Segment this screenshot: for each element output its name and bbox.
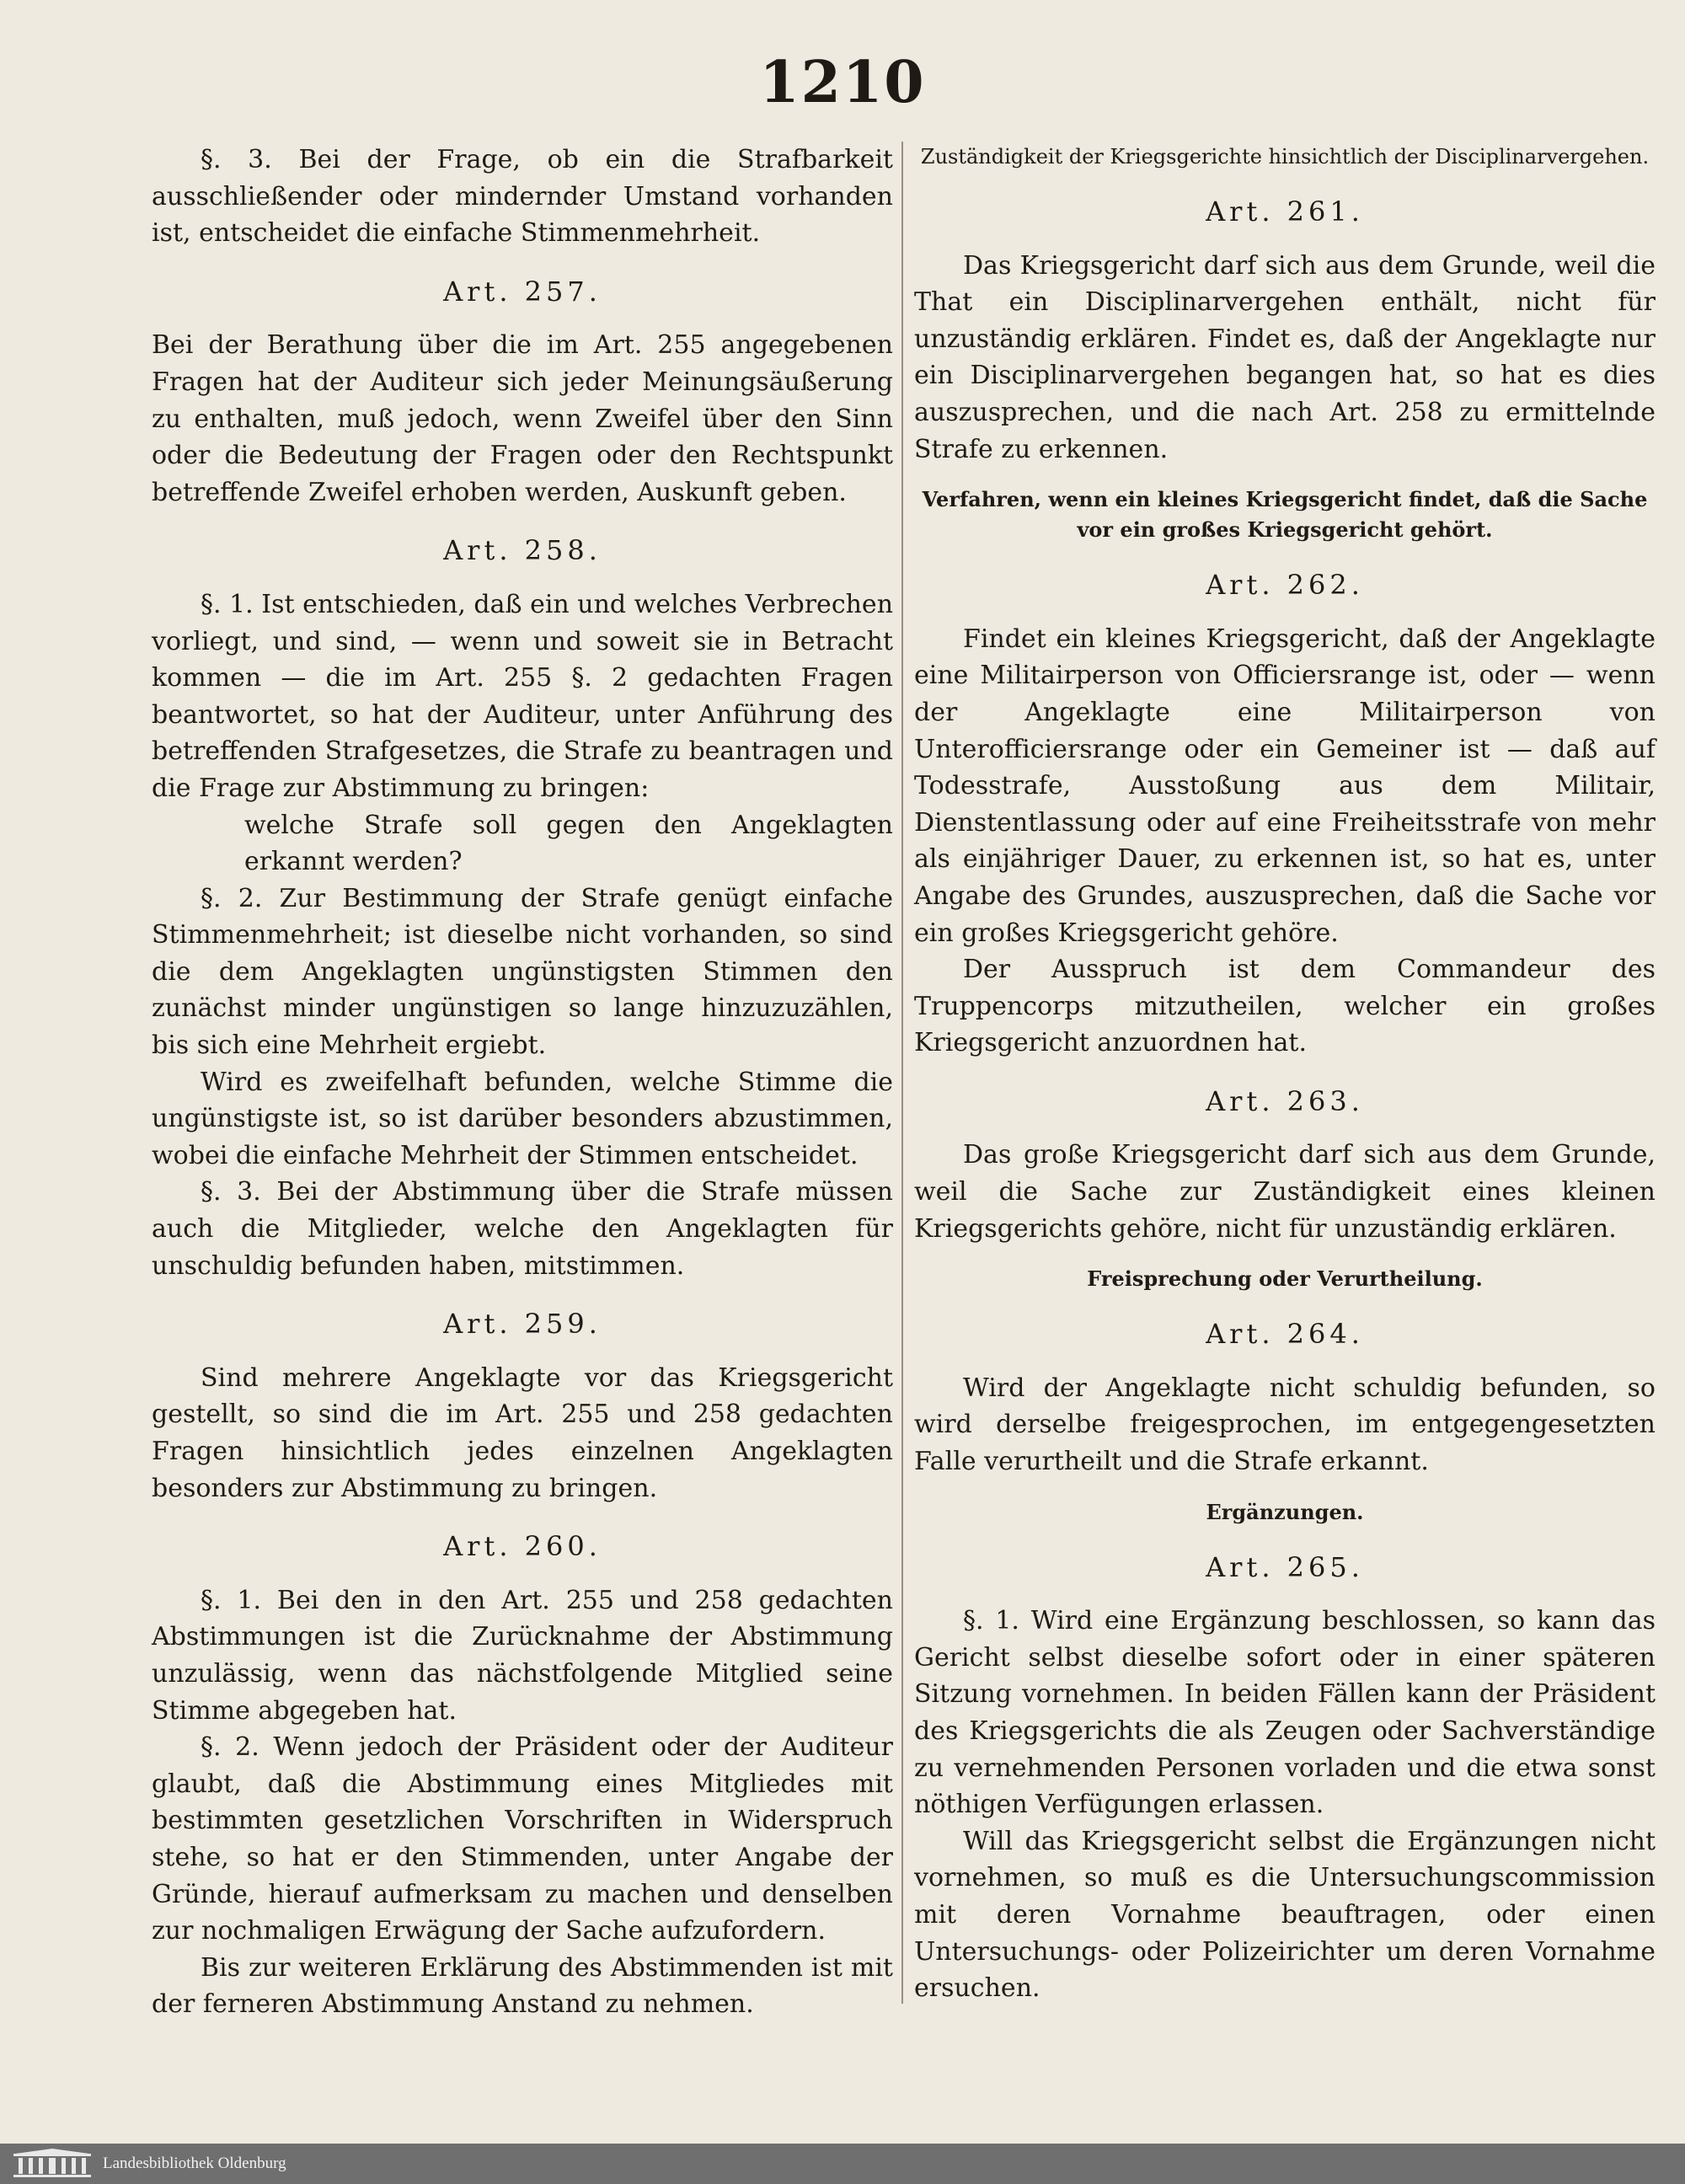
article-heading: Art. 259. xyxy=(443,1308,602,1341)
paragraph: Wird es zweifelhaft befunden, welche Stimme die ungünstigste ist, so ist darüber besonders abzustimmen, wobei die einfache Mehrheit der Stimmen entscheidet. xyxy=(152,1067,893,1170)
library-building-icon xyxy=(12,2149,93,2179)
section-heading: Verfahren, wenn ein kleines Kriegsgericht findet, daß die Sache vor ein großes Kriegsgericht gehört. xyxy=(922,487,1648,543)
library-name: Landesbibliothek Oldenburg xyxy=(103,2155,286,2172)
article-heading: Art. 263. xyxy=(1206,1084,1364,1117)
paragraph: Will das Kriegsgericht selbst die Ergänzungen nicht vornehmen, so muß es die Untersuchungscommission mit deren Vornahme beauftragen, oder einen Untersuchungs- oder Polizeirichter um deren Vornahme ersuchen. xyxy=(914,1826,1656,2004)
article-heading: Art. 265. xyxy=(1206,1550,1364,1583)
paragraph: §. 2. Wenn jedoch der Präsident oder der Auditeur glaubt, daß die Abstimmung eines Mitgliedes mit bestimmten gesetzlichen Vorschriften in Widerspruch stehe, so hat er den Stimmenden, unter Angabe der Gründe, hierauf aufmerksam zu machen und denselben zur nochmaligen Erwägung der Sache aufzufordern. xyxy=(152,1732,893,1946)
paragraph: §. 3. Bei der Frage, ob ein die Strafbarkeit ausschließender oder mindernder Umstand vorhanden ist, entscheidet die einfache Stimmenmehrheit. xyxy=(152,145,893,249)
paragraph: Das Kriegsgericht darf sich aus dem Grunde, weil die That ein Disciplinarvergehen enthält, nicht für unzuständig erklären. Findet es, daß der Angeklagte nur ein Disciplinarvergehen begangen hat, so hat es dies auszusprechen, und die nach Art. 258 zu ermittelnde Strafe zu erkennen. xyxy=(914,250,1656,464)
section-heading: Zuständigkeit der Kriegsgerichte hinsichtlich der Disciplinarvergehen. xyxy=(920,145,1650,169)
paragraph: Bis zur weiteren Erklärung des Abstimmenden ist mit der ferneren Abstimmung Anstand zu nehmen. xyxy=(152,1952,893,2020)
paragraph: §. 1. Bei den in den Art. 255 und 258 gedachten Abstimmungen ist die Zurücknahme der Abstimmung unzulässig, wenn das nächstfolgende Mitglied seine Stimme abgegeben hat. xyxy=(152,1585,893,1726)
paragraph: Wird der Angeklagte nicht schuldig befunden, so wird derselbe freigesprochen, im entgegengesetzten Falle verurtheilt und die Strafe erkannt. xyxy=(914,1373,1656,1477)
right-column xyxy=(914,142,1656,2007)
article-heading: Art. 261. xyxy=(1206,195,1364,228)
article-heading: Art. 257. xyxy=(443,275,602,308)
paragraph: §. 3. Bei der Abstimmung über die Strafe müssen auch die Mitglieder, welche den Angeklagten für unschuldig befunden haben, mitstimmen. xyxy=(152,1177,893,1281)
section-heading: Freisprechung oder Verurtheilung. xyxy=(1087,1266,1483,1292)
article-heading: Art. 264. xyxy=(1206,1318,1364,1351)
paragraph: §. 1. Wird eine Ergänzung beschlossen, so kann das Gericht selbst dieselbe sofort oder in einer späteren Sitzung vornehmen. In beiden Fällen kann der Präsident des Kriegsgerichts die als Zeugen oder Sachverständige zu vernehmenden Personen vorladen und die etwa sonst nöthigen Verfügungen erlassen. xyxy=(914,1606,1656,1820)
article-heading: Art. 260. xyxy=(443,1530,602,1563)
paragraph: §. 2. Zur Bestimmung der Strafe genügt einfache Stimmenmehrheit; ist dieselbe nicht vorhanden, so sind die dem Angeklagten ungünstigsten Stimmen den zunächst minder ungünstigen so lange hinzuzuzählen, bis sich eine Mehrheit ergiebt. xyxy=(152,883,893,1061)
paragraph: Der Ausspruch ist dem Commandeur des Truppencorps mitzutheilen, welcher ein großes Kriegsgericht anzuordnen hat. xyxy=(914,955,1656,1058)
section-heading: Ergänzungen. xyxy=(1206,1499,1364,1524)
article-heading: Art. 258. xyxy=(443,534,602,567)
paragraph: Findet ein kleines Kriegsgericht, daß der Angeklagte eine Militairperson von Officiersrange ist, oder — wenn der Angeklagte eine Militairperson von Unterofficiersrange oder ein Gemeiner ist — daß auf Todesstrafe, Ausstoßung aus dem Militair, Dienstentlassung oder auf eine Freiheitsstrafe von mehr als einjähriger Dauer, zu erkennen ist, so hat es, unter Angabe des Grundes, auszusprechen, daß die Sache vor ein großes Kriegsgericht gehöre. xyxy=(914,624,1656,948)
page-number: 1210 xyxy=(759,49,926,116)
paragraph: Bei der Berathung über die im Art. 255 angegebenen Fragen hat der Auditeur sich jeder Meinungsäußerung zu enthalten, muß jedoch, wenn Zweifel über den Sinn oder die Bedeutung der Fragen oder den Rechtspunkt betreffende Zweifel erhoben werden, Auskunft geben. xyxy=(152,330,893,507)
left-column xyxy=(152,142,893,2023)
article-heading: Art. 262. xyxy=(1206,569,1364,602)
footer-bar xyxy=(0,2144,1685,2184)
paragraph: Das große Kriegsgericht darf sich aus dem Grunde, weil die Sache zur Zuständigkeit eines kleinen Kriegsgerichts gehöre, nicht für unzuständig erklären. xyxy=(914,1140,1656,1244)
column-divider xyxy=(901,142,903,2004)
paragraph: Sind mehrere Angeklagte vor das Kriegsgericht gestellt, so sind die im Art. 255 und 258 gedachten Fragen hinsichtlich jedes einzelnen Angeklagten besonders zur Abstimmung zu bringen. xyxy=(152,1362,893,1503)
paragraph: §. 1. Ist entschieden, daß ein und welches Verbrechen vorliegt, und sind, — wenn und soweit sie in Betracht kommen — die im Art. 255 §. 2 gedachten Fragen beantwortet, so hat der Auditeur, unter Anführung des betreffenden Strafgesetzes, die Strafe zu beantragen und die Frage zur Abstimmung zu bringen: xyxy=(152,589,894,803)
quoted-question: welche Strafe soll gegen den Angeklagten erkannt werden? xyxy=(244,810,893,877)
